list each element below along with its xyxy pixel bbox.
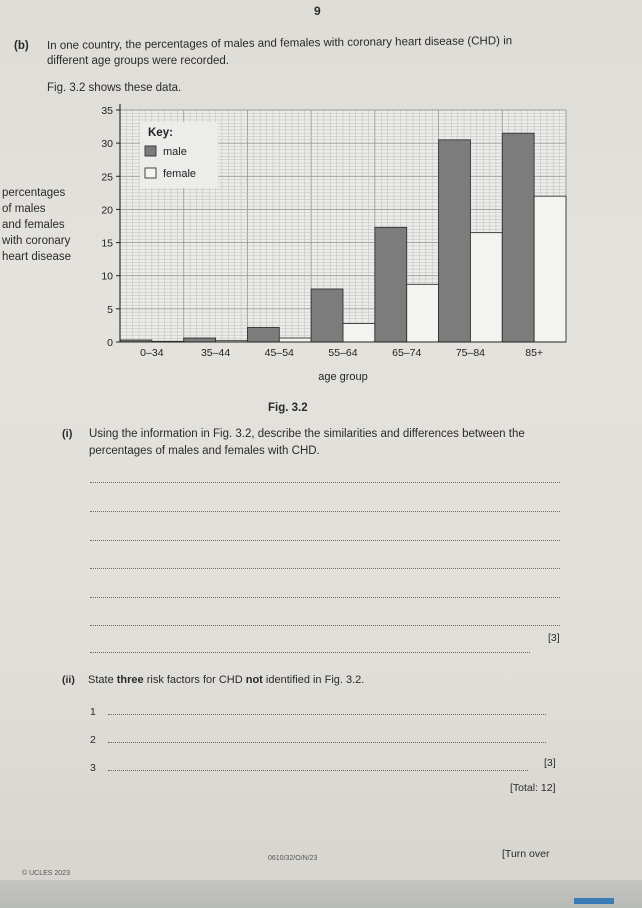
bar-chart	[0, 0, 642, 400]
bar-male-6	[439, 140, 471, 342]
risk-factor-answer-line-2[interactable]	[108, 742, 546, 743]
answer-line[interactable]	[90, 625, 560, 626]
risk-factor-answer-line-3[interactable]	[108, 770, 528, 771]
y-axis-label-line5: heart disease	[2, 251, 72, 263]
bar-male-2	[184, 338, 216, 342]
bar-male-3	[247, 327, 279, 342]
risk-factor-answer-line-1[interactable]	[108, 714, 546, 715]
risk-factor-number-2: 2	[90, 734, 96, 746]
question-label: (b)	[14, 40, 29, 52]
part-i-marks: [3]	[548, 632, 560, 644]
bar-male-7	[502, 133, 534, 342]
x-tick-label: 65–74	[392, 347, 422, 359]
x-tick-label: 35–44	[200, 347, 231, 359]
legend-label-male: male	[163, 146, 187, 158]
x-tick-label: 75–84	[455, 347, 486, 359]
x-tick-label: 85+	[525, 347, 544, 359]
bar-female-6	[470, 233, 502, 342]
y-axis-label-line1: percentages	[2, 187, 66, 199]
y-tick-label: 20	[101, 204, 113, 217]
x-tick-label: 0–34	[140, 347, 164, 359]
legend-swatch-female	[145, 168, 156, 178]
answer-line[interactable]	[90, 511, 560, 512]
x-tick-label: 45–54	[264, 347, 294, 359]
copyright: © UCLES 2023	[22, 870, 70, 877]
part-ii-bold-not: not	[245, 674, 263, 686]
answer-line[interactable]	[90, 597, 560, 598]
part-ii-bold-three: three	[116, 674, 144, 686]
part-ii-text-middle: risk factors for CHD	[143, 674, 246, 686]
risk-factor-number-3: 3	[90, 762, 96, 774]
y-tick-label: 5	[107, 303, 113, 316]
legend-swatch-male	[145, 146, 156, 156]
y-tick-label: 25	[101, 171, 113, 184]
part-ii-number: (ii)	[62, 674, 75, 686]
total-marks: [Total: 12]	[510, 782, 556, 794]
bar-male-5	[375, 227, 407, 342]
paper-code: 0610/32/O/N/23	[268, 855, 318, 862]
bar-female-4	[343, 323, 375, 342]
legend-label-female: female	[163, 168, 197, 180]
answer-line[interactable]	[90, 652, 530, 653]
answer-line[interactable]	[90, 540, 560, 541]
bar-female-5	[407, 284, 439, 342]
legend-title: Key:	[148, 127, 173, 139]
x-axis-label: age group	[318, 371, 368, 383]
page-edge	[0, 880, 642, 908]
y-axis-label-line3: and females	[2, 219, 65, 231]
part-ii-text-before: State	[88, 674, 117, 686]
question-intro-line1: In one country, the percentages of males and females with coronary heart disease (CHD) in	[46, 35, 513, 52]
y-axis-label-line2: of males	[2, 203, 46, 215]
question-intro-line2: different age groups were recorded.	[47, 55, 229, 67]
y-tick-label: 10	[101, 270, 113, 283]
page-edge-accent	[574, 898, 614, 904]
x-tick-label: 55–64	[328, 347, 358, 359]
page-number: 9	[314, 4, 321, 18]
y-tick-label: 0	[107, 337, 113, 349]
y-tick-label: 35	[101, 105, 113, 117]
y-axis-label-line4: with coronary	[2, 235, 71, 247]
turn-over: [Turn over	[502, 848, 550, 860]
figure-caption: Fig. 3.2	[268, 402, 308, 414]
bar-female-3	[279, 338, 311, 342]
figure-reference: Fig. 3.2 shows these data.	[47, 82, 182, 94]
answer-line[interactable]	[90, 568, 560, 569]
part-ii-marks: [3]	[544, 757, 556, 769]
y-tick-label: 15	[101, 237, 113, 250]
part-i-number: (i)	[62, 428, 73, 440]
part-ii-text-after: identified in Fig. 3.2.	[262, 674, 365, 686]
part-i-text-line1: Using the information in Fig. 3.2, describe the similarities and differences between the	[89, 428, 525, 440]
part-ii-text	[88, 674, 364, 686]
risk-factor-number-1: 1	[90, 706, 96, 718]
part-i-text-line2: percentages of males and females with CHD.	[89, 445, 320, 457]
bar-male-4	[311, 289, 343, 342]
answer-line[interactable]	[90, 482, 560, 483]
y-tick-label: 30	[101, 138, 113, 151]
bar-female-7	[534, 196, 566, 342]
